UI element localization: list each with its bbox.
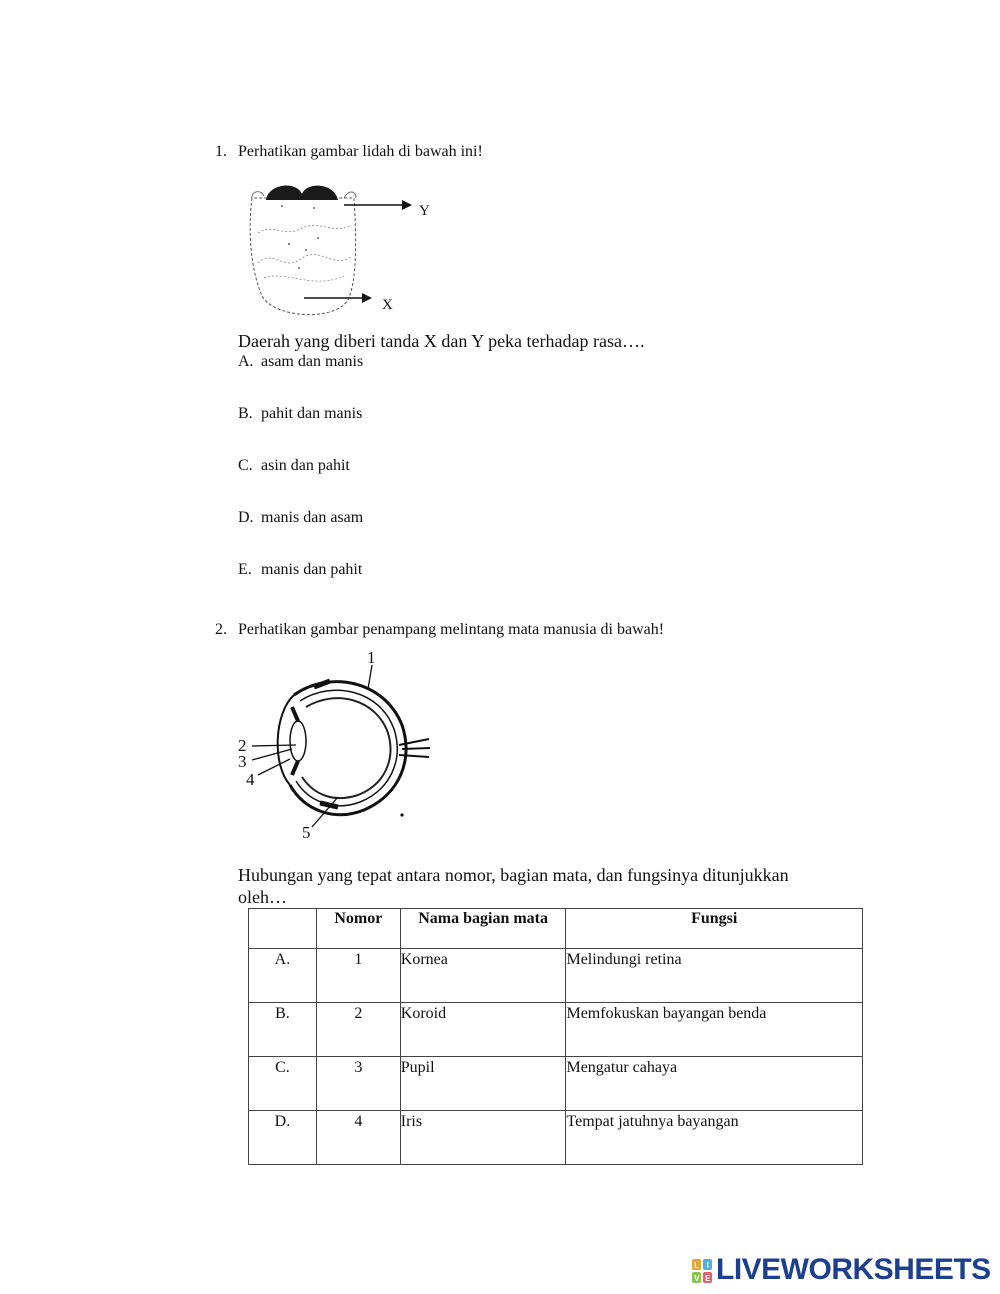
eye-label-3: 3 [238, 752, 247, 771]
option-letter: D. [238, 509, 254, 526]
svg-text:L: L [694, 1261, 699, 1271]
option-letter: E. [238, 561, 252, 578]
question-2-prompt: Perhatikan gambar penampang melintang mata manusia di bawah! [238, 621, 665, 638]
eye-label-2: 2 [238, 736, 247, 755]
table-row[interactable] [249, 949, 863, 1003]
option-d[interactable] [238, 509, 363, 527]
liveworksheets-mark-icon [692, 1259, 712, 1283]
header-fungsi: Fungsi [566, 909, 863, 949]
eye-label-4: 4 [246, 770, 255, 789]
liveworksheets-wordmark: LIVEWORKSHEETS [716, 1253, 991, 1286]
option-text: asam dan manis [261, 353, 364, 370]
table-row[interactable] [249, 1057, 863, 1111]
table-header-row [249, 909, 863, 949]
question-2-text-line1: Hubungan yang tepat antara nomor, bagian mata, dan fungsinya ditunjukkan [238, 865, 789, 885]
table-row[interactable] [249, 1111, 863, 1165]
option-text: pahit dan manis [261, 405, 363, 422]
option-text: asin dan pahit [261, 457, 350, 474]
row-letter: A. [249, 949, 317, 1003]
question-1-text: Daerah yang diberi tanda X dan Y peka terhadap rasa…. [238, 331, 645, 351]
row-nomor: 4 [316, 1111, 400, 1165]
row-bagian: Koroid [400, 1003, 566, 1057]
svg-text:E: E [705, 1274, 710, 1284]
option-letter: C. [238, 457, 253, 474]
eye-label-1: 1 [367, 648, 376, 667]
option-b[interactable] [238, 405, 362, 423]
row-bagian: Pupil [400, 1057, 566, 1111]
svg-text:V: V [694, 1274, 699, 1284]
row-letter: C. [249, 1057, 317, 1111]
header-nama-bagian: Nama bagian mata [400, 909, 566, 949]
option-e[interactable] [238, 561, 362, 579]
row-fungsi: Melindungi retina [566, 949, 863, 1003]
option-text: manis dan pahit [261, 561, 363, 578]
row-bagian: Kornea [400, 949, 566, 1003]
svg-text:I: I [706, 1261, 709, 1271]
question-2-text-line2: oleh… [238, 887, 287, 907]
question-1-number: 1. [215, 143, 227, 160]
option-a[interactable] [238, 353, 363, 371]
option-c[interactable] [238, 457, 350, 475]
tongue-label-y: Y [419, 203, 430, 219]
row-fungsi: Tempat jatuhnya bayangan [566, 1111, 863, 1165]
table-row[interactable] [249, 1003, 863, 1057]
row-bagian: Iris [400, 1111, 566, 1165]
eye-label-5: 5 [302, 823, 311, 842]
tongue-label-x: X [382, 297, 393, 313]
row-nomor: 2 [316, 1003, 400, 1057]
liveworksheets-logo [692, 1255, 991, 1285]
option-letter: B. [238, 405, 253, 422]
row-nomor: 1 [316, 949, 400, 1003]
row-letter: D. [249, 1111, 317, 1165]
row-letter: B. [249, 1003, 317, 1057]
option-letter: A. [238, 353, 254, 370]
question-1-prompt: Perhatikan gambar lidah di bawah ini! [238, 143, 483, 160]
tongue-diagram [244, 178, 444, 323]
header-empty [249, 909, 317, 949]
header-nomor: Nomor [316, 909, 400, 949]
row-fungsi: Mengatur cahaya [566, 1057, 863, 1111]
eye-cross-section-diagram [234, 645, 444, 845]
row-nomor: 3 [316, 1057, 400, 1111]
answer-table [248, 908, 863, 1165]
question-2-number: 2. [215, 621, 227, 638]
option-text: manis dan asam [261, 509, 364, 526]
row-fungsi: Memfokuskan bayangan benda [566, 1003, 863, 1057]
